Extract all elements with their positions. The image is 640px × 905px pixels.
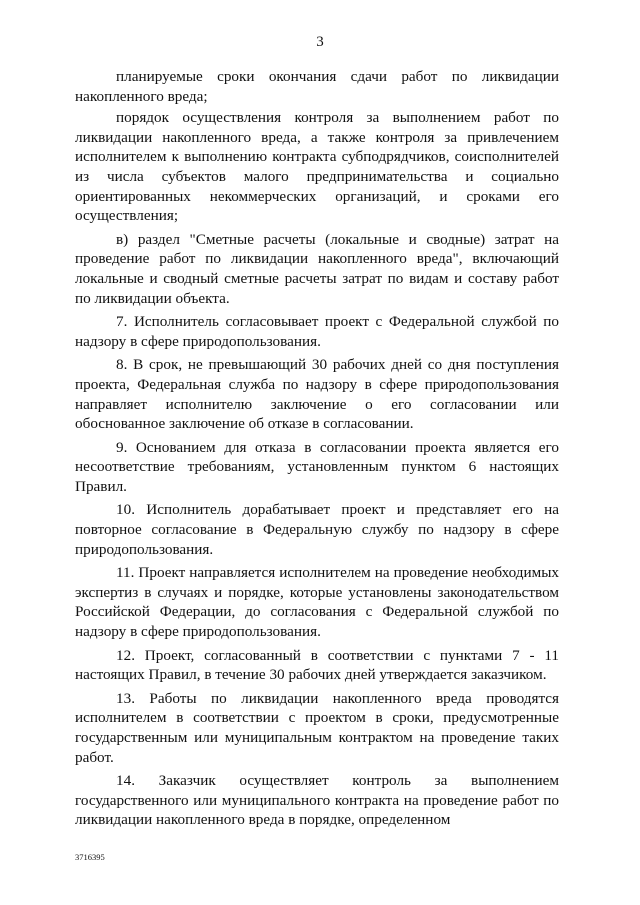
paragraph-section-estimates: в) раздел "Сметные расчеты (локальные и сводные) затрат на проведение работ по ликвидации накопленного вреда", включающий локальные и сводный сметные расчеты затрат по видам и составу работ по ликвидации объекта. bbox=[75, 230, 559, 307]
document-code: 3716395 bbox=[75, 852, 105, 862]
document-body bbox=[75, 67, 559, 830]
paragraph-item-8: 8. В срок, не превышающий 30 рабочих дней со дня поступления проекта, Федеральная служба по надзору в сфере природопользования направляет исполнителю заключение о его согласовании или обоснованное заключение об отказе в согласовании. bbox=[75, 356, 559, 433]
paragraph-item-13: 13. Работы по ликвидации накопленного вреда проводятся исполнителем в соответствии с проектом в сроки, предусмотренные государственным или муниципальным контрактом на проведение таких работ. bbox=[75, 689, 559, 766]
paragraph-item-14: 14. Заказчик осуществляет контроль за выполнением государственного или муниципального контракта на проведение работ по ликвидации накопленного вреда в порядке, определенном bbox=[75, 772, 559, 829]
paragraph-item-7: 7. Исполнитель согласовывает проект с Федеральной службой по надзору в сфере природопользования. bbox=[75, 313, 559, 350]
paragraph-item-10: 10. Исполнитель дорабатывает проект и представляет его на повторное согласование в Федеральную службу по надзору в сфере природопользования. bbox=[75, 501, 559, 558]
paragraph-item-11: 11. Проект направляется исполнителем на проведение необходимых экспертиз в случаях и порядке, которые установлены законодательством Российской Федерации, до согласования с Федеральной службой по надзору в сфере природопользования. bbox=[75, 564, 559, 641]
page-number: 3 bbox=[316, 34, 324, 50]
paragraph-planned-deadlines: планируемые сроки окончания сдачи работ по ликвидации накопленного вреда; bbox=[75, 68, 559, 105]
paragraph-control-procedure: порядок осуществления контроля за выполнением работ по ликвидации накопленного вреда, а также контроля за привлечением исполнителем к выполнению контракта субподрядчиков, соисполнителей из числа субъектов малого предпринимательства и социально ориентированных некоммерческих организаций, и сроками его осуществления; bbox=[75, 109, 559, 225]
paragraph-item-9: 9. Основанием для отказа в согласовании проекта является его несоответствие требованиям, установленным пунктом 6 настоящих Правил. bbox=[75, 438, 559, 495]
paragraph-item-12: 12. Проект, согласованный в соответствии с пунктами 7 - 11 настоящих Правил, в течение 30 рабочих дней утверждается заказчиком. bbox=[75, 646, 559, 684]
